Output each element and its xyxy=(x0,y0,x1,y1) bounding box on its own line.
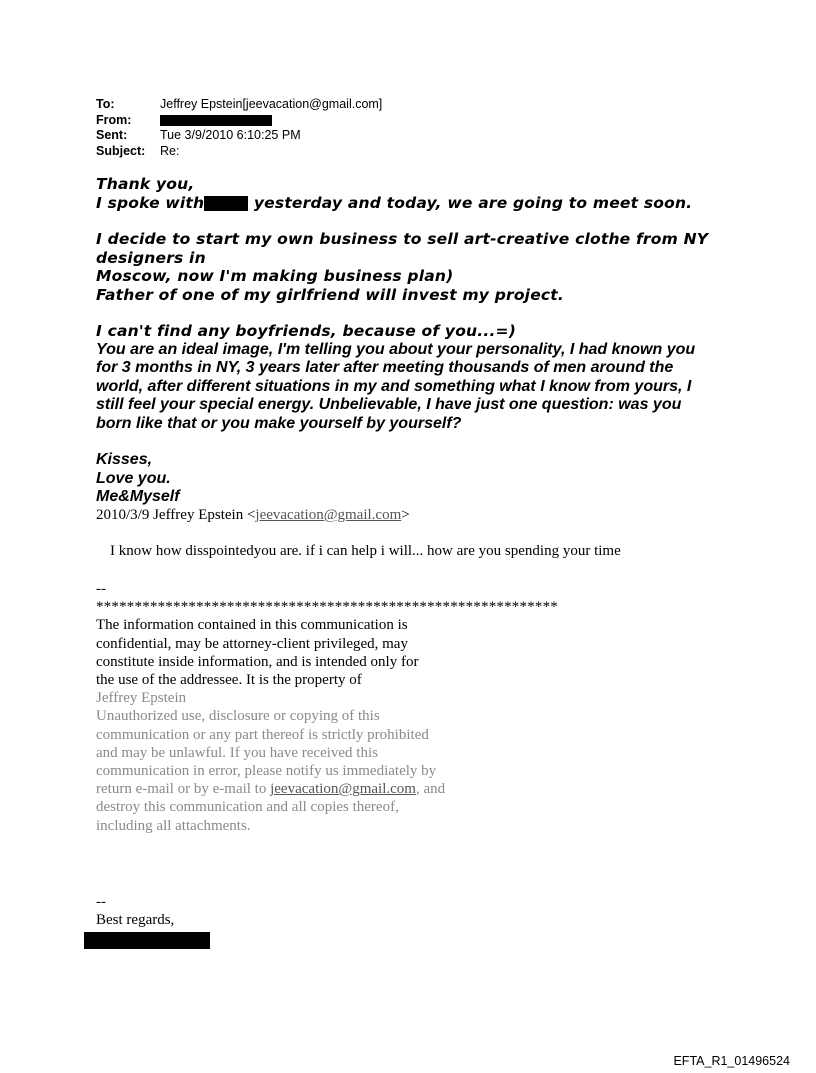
message-line: You are an ideal image, I'm telling you about your personality, I had known you xyxy=(96,340,696,358)
notice-email-link[interactable]: jeevacation@gmail.com xyxy=(270,781,416,798)
notice-text: return e-mail or by e-mail to xyxy=(96,781,271,798)
message-line: still feel your special energy. Unbelievable, I have just one question: was you xyxy=(96,396,682,413)
notice-line: destroy this communication and all copies thereof, xyxy=(96,799,399,816)
notice-line: Jeffrey Epstein xyxy=(96,690,187,707)
subject-value: Re: xyxy=(160,143,180,158)
to-row xyxy=(96,97,382,113)
notice-text: , and xyxy=(415,781,446,798)
email-header xyxy=(96,97,382,159)
message-line: I can't find any boyfriends, because of you...=) xyxy=(96,322,517,340)
notice-line: constitute inside information, and is intended only for xyxy=(96,653,419,670)
bottom-dash: -- xyxy=(96,894,106,910)
notice-line: and may be unlawful. If you have received this xyxy=(96,744,378,761)
greeting: Thank you, xyxy=(96,175,195,193)
quote-attribution xyxy=(96,507,410,524)
message-line: world, after different situations in my and something what I know from yours, I xyxy=(96,377,692,395)
notice-line: the use of the addressee. It is the property of xyxy=(96,672,362,689)
quote-suffix: > xyxy=(401,507,410,523)
sent-row xyxy=(96,128,382,144)
notice-line: including all attachments. xyxy=(96,817,251,834)
notice-line xyxy=(96,780,616,798)
sent-value: Tue 3/9/2010 6:10:25 PM xyxy=(160,128,301,142)
from-row xyxy=(96,113,382,129)
closing-line: Love you. xyxy=(96,469,171,487)
to-label: To: xyxy=(96,97,115,111)
message-line: born like that or you make yourself by yourself? xyxy=(96,414,462,432)
best-regards: Best regards, xyxy=(96,912,175,929)
notice-line: communication or any part thereof is strictly prohibited xyxy=(96,726,429,743)
message-body xyxy=(96,175,756,507)
message-text: yesterday and today, we are going to meet soon. xyxy=(248,193,693,212)
from-redaction xyxy=(160,115,272,126)
message-line: for 3 months in NY, 3 years later after meeting thousands of men around the xyxy=(96,359,674,376)
quoted-reply: I know how disspointedyou are. if i can help i will... how are you spending your time xyxy=(110,543,621,559)
quote-email-link[interactable]: jeevacation@gmail.com xyxy=(255,507,402,523)
from-label: From: xyxy=(96,112,132,127)
message-line xyxy=(96,194,756,213)
subject-label: Subject: xyxy=(96,143,146,158)
signature-redaction xyxy=(84,932,210,949)
name-redaction xyxy=(204,196,248,211)
stars-divider: ************************************************************ xyxy=(96,599,558,616)
notice-line: confidential, may be attorney-client privileged, may xyxy=(96,635,408,652)
message-line: I decide to start my own business to sell art-creative clothe from NY designers in xyxy=(96,230,709,267)
message-line: Father of one of my girlfriend will invest my project. xyxy=(96,285,564,304)
notice-line: The information contained in this communication is xyxy=(96,617,408,634)
to-value: Jeffrey Epstein[jeevacation@gmail.com] xyxy=(160,97,383,111)
sent-label: Sent: xyxy=(96,128,128,142)
quote-prefix: 2010/3/9 Jeffrey Epstein < xyxy=(96,507,256,523)
sig-dash: -- xyxy=(96,581,106,597)
subject-row xyxy=(96,144,382,160)
closing-signature xyxy=(96,893,210,949)
document-id: EFTA_R1_01496524 xyxy=(673,1054,790,1068)
closing-line: Kisses, xyxy=(96,451,153,468)
message-line: Moscow, now I'm making business plan) xyxy=(96,267,454,285)
notice-line: Unauthorized use, disclosure or copying of this xyxy=(96,708,380,725)
confidentiality-notice xyxy=(96,580,616,835)
closing-line: Me&Myself xyxy=(96,488,180,505)
message-text: I spoke with xyxy=(96,193,205,212)
notice-line: communication in error, please notify us immediately by xyxy=(96,763,437,780)
